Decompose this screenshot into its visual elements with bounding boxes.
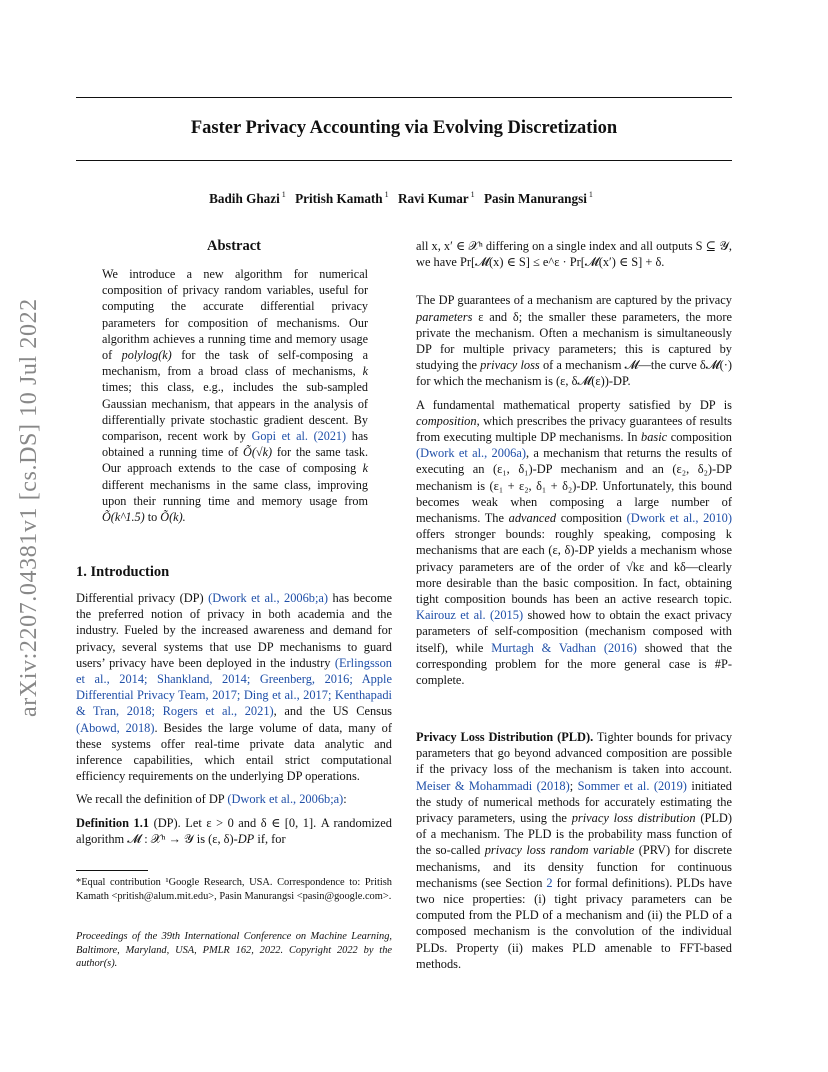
body-text: has become the preferred notion of privacy in both academia and the industry. Fueled by the increased awareness and demand for privacy, several systems that use DP mechanisms to guard users’ privacy have been deployed in the industry — [76, 591, 392, 670]
abstract-math: polylog(k) — [121, 348, 172, 363]
intro-paragraph — [76, 590, 392, 784]
body-text: The DP guarantees of a mechanism are captured by the privacy — [416, 293, 732, 308]
definition-text: Let ε > 0 and δ ∈ [0, 1]. A randomized algorithm 𝓜 : 𝒳ⁿ → 𝒴 is (ε, δ)- — [76, 815, 392, 846]
body-text: ; — [569, 778, 574, 793]
body-text: for formal definitions). PLDs have two nice properties: (i) tight privacy parameters can be computed from the PLD of a mechanism and (ii) the PLD of a composed mechanism is the convolution of the individual PLDs. Property (ii) makes PLD amenable to FFT-based methods. — [416, 875, 732, 971]
abstract-text: has obtained a running time of — [102, 429, 368, 460]
body-text: showed that the corresponding problem for the more general case is #P-complete. — [416, 640, 732, 688]
body-text: (DP). — [153, 815, 181, 830]
title-bottom-rule — [76, 160, 732, 161]
author-name: Pasin Manurangsi — [483, 191, 587, 206]
abstract-text: times; this class, e.g., includes the sub-sampled Gaussian mechanism, that appears in the analysis of differentially private stochastic gradient descent. By comparison, recent work by — [102, 380, 368, 444]
affiliation-mark: 1 — [281, 190, 286, 199]
author-name: Ravi Kumar — [397, 191, 469, 206]
abstract-math: Õ(√k) — [243, 445, 273, 460]
body-text: A fundamental mathematical property satisfied by DP is — [416, 397, 732, 412]
intro-column — [76, 590, 392, 854]
citation-link[interactable]: Sommer et al. (2019) — [577, 778, 687, 793]
body-text: basic — [641, 430, 668, 445]
body-text: , which prescribes the privacy guarantees of results from executing multiple DP mechanisms. In — [416, 413, 732, 445]
abstract-body — [102, 266, 368, 525]
abstract-text: for the task of self-composing a mechanism, from a broad class of mechanisms, — [102, 348, 369, 379]
citation-link[interactable]: (Erlingsson et al., 2014; Shankland, 2014; Greenberg, 2016; Apple Differential Privacy Team, 2017; Ding et al., 2017; Kenthapadi & Tran, 2018; Rogers et al., 2021) — [76, 655, 392, 719]
body-text: parameters — [416, 309, 473, 324]
citation-link[interactable]: Murtagh & Vadhan (2016) — [491, 640, 637, 655]
citation-link[interactable]: (Abowd, 2018) — [76, 720, 155, 735]
abstract-heading: Abstract — [207, 238, 261, 254]
abstract-math: Õ(k). — [160, 510, 186, 525]
citation-link[interactable]: (Dwork et al., 2006b;a) — [227, 792, 344, 807]
author-name: Badih Ghazi — [209, 191, 280, 206]
citation-link[interactable]: (Dwork et al., 2006b;a) — [208, 591, 329, 605]
intro-paragraph — [76, 791, 392, 807]
body-text: Tighter bounds for privacy parameters that go beyond advanced composition are possible if the privacy loss of the mechanism is taken into account. — [416, 730, 733, 777]
author-list — [76, 190, 732, 207]
body-text: We recall the definition of DP — [76, 792, 225, 807]
definition-continuation: all x, x′ ∈ 𝒳ⁿ differing on a single index and all outputs S ⊆ 𝒴, we have Pr[𝓜(x) ∈ S] ≤ e^ε · Pr[𝓜(x′) ∈ S] + δ. — [416, 239, 732, 270]
section-link[interactable]: 2 — [546, 875, 553, 890]
body-text: : — [343, 792, 347, 807]
paper-title: Faster Privacy Accounting via Evolving Discretization — [190, 118, 618, 138]
body-text: composition — [670, 430, 732, 445]
body-text: of a mechanism 𝓜—the curve δ𝓜(·) for which the mechanism is (ε, δ𝓜(ε))-DP. — [416, 358, 732, 389]
body-text: ε and δ; the smaller these parameters, the more private the mechanism. Often a mechanism is simultaneously DP for multiple privacy parameters; this is captured by studying the — [416, 309, 733, 373]
body-text: privacy loss — [480, 358, 540, 373]
footnote: *Equal contribution ¹Google Research, USA. Correspondence to: Pritish Kamath <pritish@alum.mit.edu>, Pasin Manurangsi <pasin@google.com>. — [76, 877, 392, 902]
body-text: Differential privacy (DP) — [76, 591, 204, 605]
affiliation-mark: 1 — [384, 190, 389, 199]
body-text: offers stronger bounds: roughly speaking, composing k mechanisms that are each (ε, δ)-DP yields a mechanism whose privacy parameters are of the order of √kε and kδ—clearly more desirable than the basic composition. In fact, obtaining tight composition bounds has been an active research topic. — [416, 527, 732, 607]
footnote-rule — [76, 870, 148, 871]
citation-link[interactable]: Kairouz et al. (2015) — [416, 608, 524, 623]
body-paragraph — [416, 729, 732, 972]
abstract-text: to — [147, 510, 158, 525]
affiliation-mark: 1 — [588, 190, 593, 199]
citation-link[interactable]: (Dwork et al., 2010) — [626, 511, 732, 526]
body-paragraph — [416, 397, 732, 689]
author-name: Pritish Kamath — [295, 191, 383, 206]
paragraph-heading: Privacy Loss Distribution (PLD). — [416, 730, 594, 744]
definition-label: Definition 1.1 — [76, 815, 150, 830]
pld-paragraph — [416, 729, 732, 979]
right-column — [416, 238, 732, 695]
body-text: . Besides the large volume of data, many of these systems offer real-time private data analytic and inference capabilities, which entail strict computational efficiency requirements on the underlying DP operations. — [76, 720, 392, 784]
body-text: (PRV) for discrete mechanisms, and its density function for continuous mechanisms (see Section — [416, 843, 732, 890]
citation-link[interactable]: (Dwork et al., 2006a) — [416, 446, 526, 461]
abstract-text: We introduce a new algorithm for numerical composition of privacy random variables, useful for computing the accurate differential privacy parameters for composition of mechanisms. Our algorithm achieves a running time and memory usage of — [102, 267, 368, 363]
body-text: initiated the study of numerical methods for accurately estimating the privacy parameters, using the — [416, 778, 732, 826]
abstract-text: for the same task. Our approach extends to the case of composing — [102, 445, 368, 476]
body-text: (PLD) of a mechanism. The PLD is the probability mass function of the so-called — [416, 811, 732, 858]
body-text: composition — [560, 511, 622, 526]
body-text: privacy loss random variable — [484, 843, 635, 858]
body-text: showed how to obtain the exact privacy parameters of self-composition (mechanism composed with itself), while — [416, 608, 732, 655]
body-text: privacy loss distribution — [571, 811, 696, 826]
top-rule — [76, 97, 732, 98]
citation-link[interactable]: Meiser & Mohammadi (2018) — [416, 778, 570, 793]
body-text: , and the US Census — [273, 704, 392, 719]
arxiv-watermark: arXiv:2207.04381v1 [cs.DS] 10 Jul 2022 — [16, 298, 42, 718]
section-heading-introduction: 1. Introduction — [76, 564, 170, 580]
abstract-math: Õ(k^1.5) — [102, 510, 145, 525]
abstract-text: different mechanisms in the same class, improving upon their running time and memory usage from — [102, 477, 368, 508]
affiliation-mark: 1 — [470, 190, 475, 199]
definition-text: DP — [237, 831, 255, 846]
abstract-math: k — [362, 364, 369, 379]
definition-block — [76, 815, 392, 847]
body-text: , a mechanism that returns the results of executing an (ε₁, δ₁)-DP mechanism and an (ε₂, δ₂)-DP mechanism is (ε₁ + ε₂, δ₁ + δ₂)-DP. Unfortunately, this bound becomes weak when composing a large number of mechanisms. The — [416, 446, 732, 526]
body-paragraph — [416, 292, 732, 389]
citation-link[interactable]: Gopi et al. (2021) — [251, 429, 347, 444]
abstract-math: k — [362, 461, 368, 476]
proceedings-note: Proceedings of the 39th International Conference on Machine Learning, Baltimore, Maryland, USA, PMLR 162, 2022. Copyright 2022 by the author(s). — [76, 931, 392, 969]
body-text: advanced — [508, 511, 557, 526]
definition-text: if, for — [257, 831, 286, 846]
body-text: composition — [416, 413, 477, 428]
